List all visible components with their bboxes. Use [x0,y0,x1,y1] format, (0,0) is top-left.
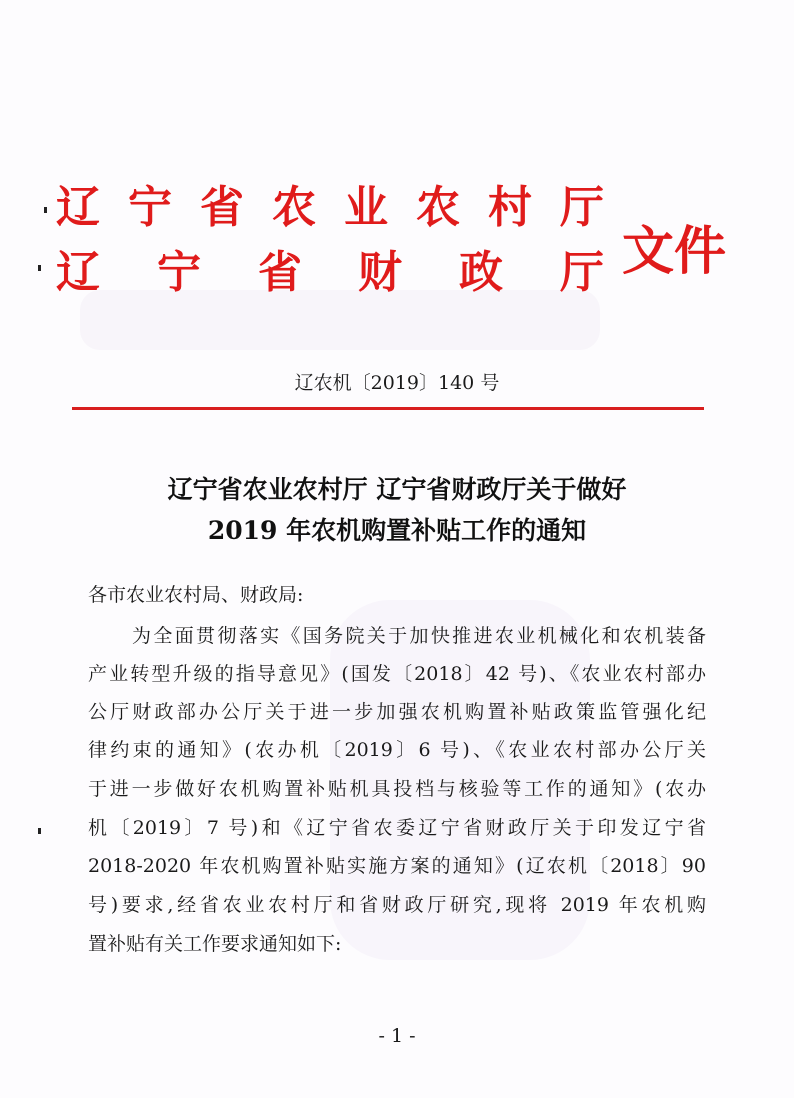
issuer-header-char: 辽 [56,182,100,233]
body-line: 机〔2019〕7 号)和《辽宁省农委辽宁省财政厅关于印发辽宁省 [88,817,706,839]
margin-mark [38,265,41,271]
salutation: 各市农业农村局、财政局: [88,584,304,606]
issuer-header-char: 政 [459,247,503,298]
margin-mark [38,828,41,834]
document-title-line-1: 辽宁省农业农村厅 辽宁省财政厅关于做好 [167,475,627,504]
issuer-header-char: 村 [488,182,532,233]
red-divider [72,407,704,410]
issuer-header-char: 厅 [560,247,604,298]
issuer-header-char: 厅 [560,182,604,233]
body-line: 为全面贯彻落实《国务院关于加快推进农业机械化和农机装备 [132,625,706,647]
issuer-header-char: 农 [416,182,460,233]
issuer-header-char: 省 [200,182,244,233]
issuer-header-char: 宁 [157,247,201,298]
issuer-header-char: 业 [344,182,388,233]
document-number: 辽农机〔2019〕140 号 [294,372,500,394]
body-line: 号)要求,经省农业农村厅和省财政厅研究,现将 2019 年农机购 [88,894,706,916]
paper-tint [80,290,600,350]
body-line: 律约束的通知》(农办机〔2019〕6 号)、《农业农村部办公厅关 [88,739,706,761]
body-line: 公厅财政部办公厅关于进一步加强农机购置补贴政策监管强化纪 [88,701,706,723]
body-line: 置补贴有关工作要求通知如下: [88,933,342,955]
body-line: 2018-2020 年农机购置补贴实施方案的通知》(辽农机〔2018〕90 [88,855,706,877]
issuer-header-char: 省 [258,247,302,298]
document-type-label: 文件 [622,222,727,282]
page-number: - 1 - [378,1025,416,1047]
body-line: 产业转型升级的指导意见》(国发〔2018〕42 号)、《农业农村部办 [88,663,706,685]
issuer-header-char: 辽 [56,247,100,298]
document-title-line-2: 2019 年农机购置补贴工作的通知 [207,516,587,545]
margin-mark [44,207,47,213]
body-line: 于进一步做好农机购置补贴机具投档与核验等工作的通知》(农办 [88,778,706,800]
issuer-header-char: 财 [358,247,402,298]
issuer-header-char: 农 [272,182,316,233]
issuer-header-char: 宁 [128,182,172,233]
